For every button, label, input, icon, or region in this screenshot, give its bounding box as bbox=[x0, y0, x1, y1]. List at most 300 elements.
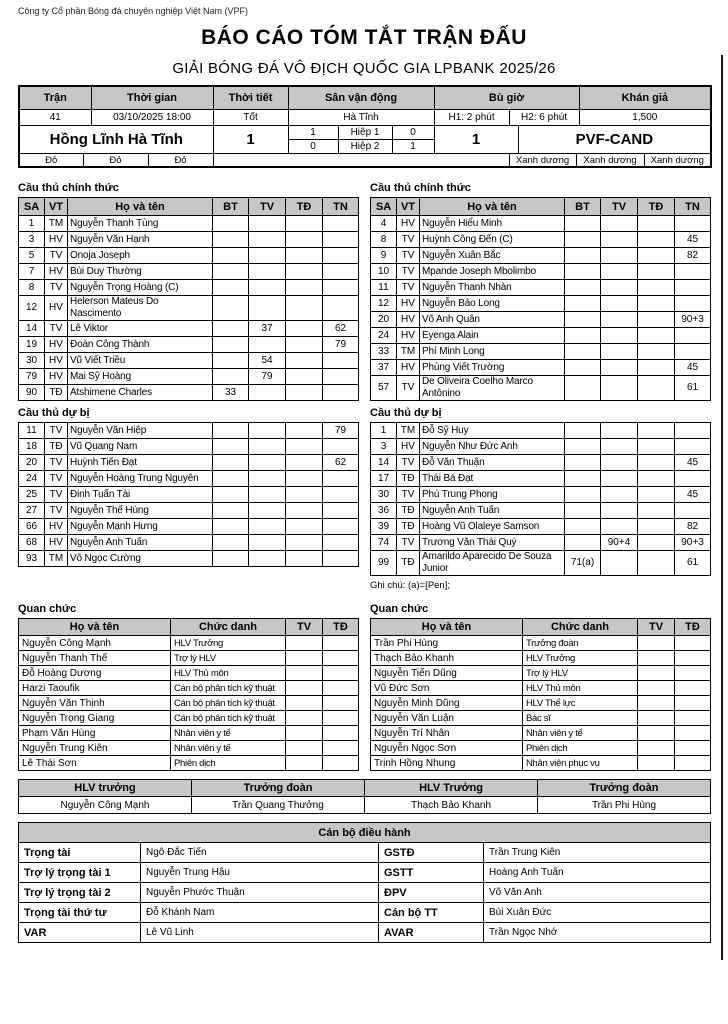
cell: HV bbox=[45, 264, 68, 280]
scan-edge-line bbox=[721, 55, 723, 960]
cell bbox=[565, 296, 601, 312]
cell bbox=[213, 248, 249, 264]
cell: Đỗ Sỹ Huy bbox=[420, 423, 565, 439]
cell: 25 bbox=[19, 487, 45, 503]
cell bbox=[323, 487, 359, 503]
cell bbox=[638, 232, 675, 248]
cell: Trần Phi Hùng bbox=[371, 636, 523, 651]
cell: TV bbox=[397, 376, 420, 401]
table-row bbox=[371, 666, 711, 681]
table-row bbox=[371, 280, 711, 296]
table-row bbox=[19, 296, 359, 321]
cell bbox=[249, 216, 286, 232]
cell: 68 bbox=[19, 535, 45, 551]
cell: 24 bbox=[19, 471, 45, 487]
cell: Nguyễn Văn Hạnh bbox=[68, 232, 213, 248]
cell: 45 bbox=[675, 232, 711, 248]
table-row bbox=[19, 863, 711, 883]
cell: Lê Vũ Linh bbox=[141, 923, 379, 943]
away-kit-color-1: Xanh dương bbox=[509, 154, 576, 168]
cell bbox=[286, 385, 323, 401]
cell bbox=[249, 280, 286, 296]
column-header: Họ và tên bbox=[420, 198, 565, 216]
cell: Vũ Đức Sơn bbox=[371, 681, 523, 696]
away-starters-table bbox=[370, 197, 711, 401]
cell bbox=[286, 296, 323, 321]
cell: Võ Văn Anh bbox=[484, 883, 711, 903]
cell: 10 bbox=[371, 264, 397, 280]
cell: 30 bbox=[371, 487, 397, 503]
cell bbox=[286, 264, 323, 280]
cell bbox=[601, 519, 638, 535]
cell bbox=[565, 248, 601, 264]
away-officials-label: Quan chức bbox=[370, 603, 429, 615]
cell: Huỳnh Tiến Đạt bbox=[68, 455, 213, 471]
header-time: Thời gian bbox=[91, 86, 213, 110]
table-row bbox=[19, 264, 359, 280]
cell: Cán bộ TT bbox=[379, 903, 484, 923]
cell: GSTT bbox=[379, 863, 484, 883]
cell: 18 bbox=[19, 439, 45, 455]
cell bbox=[323, 264, 359, 280]
cell: 14 bbox=[19, 321, 45, 337]
table-row bbox=[19, 551, 359, 567]
table-row bbox=[19, 248, 359, 264]
cell: De Oliveira Coelho Marco Antônino bbox=[420, 376, 565, 401]
cell bbox=[323, 519, 359, 535]
cell: HLV Thủ môn bbox=[523, 681, 638, 696]
away-team-leader-name: Trần Phi Hùng bbox=[538, 797, 711, 814]
cell: Bùi Duy Thường bbox=[68, 264, 213, 280]
cell: Trương Văn Thái Quý bbox=[420, 535, 565, 551]
cell: 27 bbox=[19, 503, 45, 519]
cell bbox=[249, 248, 286, 264]
cell: 12 bbox=[19, 296, 45, 321]
cell: TV bbox=[45, 503, 68, 519]
home-kit-color-2: Đỏ bbox=[83, 154, 148, 168]
cell: Đinh Tuấn Tài bbox=[68, 487, 213, 503]
cell: Harzi Taoufik bbox=[19, 681, 171, 696]
cell: TĐ bbox=[397, 551, 420, 576]
cell: TĐ bbox=[397, 503, 420, 519]
cell bbox=[323, 636, 359, 651]
weather-value: Tốt bbox=[213, 110, 288, 126]
cell bbox=[323, 711, 359, 726]
column-header: TĐ bbox=[323, 619, 359, 636]
cell bbox=[286, 503, 323, 519]
cell: 45 bbox=[675, 360, 711, 376]
cell: Nguyễn Thanh Thế bbox=[19, 651, 171, 666]
cell bbox=[675, 216, 711, 232]
cell: 79 bbox=[323, 337, 359, 353]
cell: VAR bbox=[19, 923, 141, 943]
cell: Nguyễn Anh Tuấn bbox=[68, 535, 213, 551]
cell bbox=[323, 696, 359, 711]
cell: Đỗ Khánh Nam bbox=[141, 903, 379, 923]
column-header: TĐ bbox=[638, 198, 675, 216]
cell bbox=[323, 439, 359, 455]
cell: Đỗ Văn Thuận bbox=[420, 455, 565, 471]
cell: 90+3 bbox=[675, 312, 711, 328]
cell bbox=[286, 741, 323, 756]
table-row bbox=[371, 636, 711, 651]
cell: Hoàng Vũ Olaleye Samson bbox=[420, 519, 565, 535]
cell bbox=[601, 328, 638, 344]
cell bbox=[675, 711, 711, 726]
cell bbox=[638, 264, 675, 280]
cell: Nguyễn Hiểu Minh bbox=[420, 216, 565, 232]
away-head-coach-header: HLV Trưởng bbox=[365, 780, 538, 797]
cell bbox=[638, 487, 675, 503]
cell bbox=[638, 455, 675, 471]
column-header: TV bbox=[638, 619, 675, 636]
cell bbox=[213, 551, 249, 567]
away-officials-column bbox=[370, 597, 710, 771]
home-team-leader-name: Trần Quang Thưởng bbox=[192, 797, 365, 814]
cell bbox=[601, 296, 638, 312]
match-officials-title: Cán bộ điều hành bbox=[19, 823, 711, 843]
cell bbox=[601, 264, 638, 280]
table-row bbox=[19, 843, 711, 863]
cell: Lê Thái Sơn bbox=[19, 756, 171, 771]
cell: TV bbox=[397, 280, 420, 296]
home-score: 1 bbox=[213, 126, 288, 154]
table-row bbox=[19, 636, 359, 651]
cell bbox=[638, 471, 675, 487]
cell: TV bbox=[397, 455, 420, 471]
cell: Lê Viktor bbox=[68, 321, 213, 337]
cell: 1 bbox=[371, 423, 397, 439]
half2-away-goals: 1 bbox=[392, 140, 434, 154]
cell: Nguyễn Anh Tuấn bbox=[420, 503, 565, 519]
cell bbox=[565, 455, 601, 471]
cell bbox=[286, 711, 323, 726]
column-header: BT bbox=[213, 198, 249, 216]
cell: HLV Trưởng bbox=[171, 636, 286, 651]
cell bbox=[213, 439, 249, 455]
cell bbox=[249, 232, 286, 248]
table-row bbox=[19, 651, 359, 666]
table-row bbox=[371, 344, 711, 360]
table-row bbox=[371, 503, 711, 519]
cell: Vũ Quang Nam bbox=[68, 439, 213, 455]
half2-home-goals: 0 bbox=[288, 140, 338, 154]
cell bbox=[286, 487, 323, 503]
cell: 1 bbox=[19, 216, 45, 232]
page-subtitle: GIẢI BÓNG ĐÁ VÔ ĐỊCH QUỐC GIA LPBANK 2025/26 bbox=[172, 60, 556, 77]
cell: TV bbox=[397, 248, 420, 264]
cell bbox=[286, 726, 323, 741]
cell bbox=[286, 636, 323, 651]
cell: Mai Sỹ Hoàng bbox=[68, 369, 213, 385]
table-row bbox=[19, 696, 359, 711]
away-subs-label: Cầu thủ dự bị bbox=[370, 407, 442, 419]
cell: 61 bbox=[675, 551, 711, 576]
home-subs-label: Cầu thủ dự bị bbox=[18, 407, 90, 419]
cell bbox=[638, 280, 675, 296]
cell: 8 bbox=[371, 232, 397, 248]
cell: Võ Anh Quân bbox=[420, 312, 565, 328]
column-header: SA bbox=[371, 198, 397, 216]
table-row bbox=[371, 471, 711, 487]
cell: HV bbox=[397, 439, 420, 455]
cell: HV bbox=[45, 519, 68, 535]
cell bbox=[213, 353, 249, 369]
cell: 36 bbox=[371, 503, 397, 519]
table-row bbox=[19, 666, 359, 681]
cell bbox=[638, 312, 675, 328]
kit-row-spacer bbox=[213, 154, 509, 168]
cell bbox=[638, 216, 675, 232]
cell bbox=[213, 503, 249, 519]
cell: 62 bbox=[323, 455, 359, 471]
cell: 30 bbox=[19, 353, 45, 369]
cell bbox=[675, 471, 711, 487]
home-kit-color-1: Đỏ bbox=[19, 154, 83, 168]
header-row bbox=[19, 198, 359, 216]
cell: 4 bbox=[371, 216, 397, 232]
header-weather: Thời tiết bbox=[213, 86, 288, 110]
cell: Nguyễn Minh Dũng bbox=[371, 696, 523, 711]
table-row bbox=[19, 369, 359, 385]
cell: Trọng tài bbox=[19, 843, 141, 863]
cell: ĐPV bbox=[379, 883, 484, 903]
cell: HV bbox=[397, 216, 420, 232]
cell: 82 bbox=[675, 519, 711, 535]
cell bbox=[675, 296, 711, 312]
cell bbox=[286, 280, 323, 296]
stadium-value: Hà Tĩnh bbox=[288, 110, 434, 126]
home-officials-column bbox=[18, 597, 358, 771]
cell bbox=[601, 344, 638, 360]
cell: 9 bbox=[371, 248, 397, 264]
cell bbox=[675, 423, 711, 439]
home-subs-table bbox=[18, 422, 359, 567]
cell bbox=[601, 503, 638, 519]
header-row bbox=[371, 619, 711, 636]
cell: Nguyễn Văn Thịnh bbox=[19, 696, 171, 711]
cell: Nguyễn Bảo Long bbox=[420, 296, 565, 312]
cell bbox=[675, 503, 711, 519]
cell bbox=[323, 369, 359, 385]
cell bbox=[286, 535, 323, 551]
cell: 19 bbox=[19, 337, 45, 353]
head-coach-table bbox=[18, 779, 711, 814]
stoppage-h1: H1: 2 phút bbox=[434, 110, 509, 126]
cell bbox=[675, 636, 711, 651]
table-row bbox=[19, 353, 359, 369]
cell: 20 bbox=[371, 312, 397, 328]
half2-label: Hiệp 2 bbox=[338, 140, 392, 154]
cell bbox=[565, 232, 601, 248]
cell: Vũ Viết Triều bbox=[68, 353, 213, 369]
cell: 33 bbox=[371, 344, 397, 360]
cell bbox=[249, 471, 286, 487]
cell: Nguyễn Thế Hùng bbox=[68, 503, 213, 519]
half1-label: Hiệp 1 bbox=[338, 126, 392, 140]
home-officials-table bbox=[18, 618, 359, 771]
cell bbox=[213, 455, 249, 471]
table-row bbox=[371, 487, 711, 503]
cell: HV bbox=[45, 296, 68, 321]
cell: TM bbox=[397, 344, 420, 360]
cell bbox=[213, 337, 249, 353]
cell: Atshimene Charles bbox=[68, 385, 213, 401]
away-kit-color-2: Xanh dương bbox=[576, 154, 644, 168]
cell: TV bbox=[45, 423, 68, 439]
table-row bbox=[371, 296, 711, 312]
table-row bbox=[371, 756, 711, 771]
cell bbox=[601, 280, 638, 296]
cell bbox=[565, 360, 601, 376]
cell: Nguyễn Phước Thuận bbox=[141, 883, 379, 903]
cell: Nhân viên y tế bbox=[523, 726, 638, 741]
cell bbox=[601, 423, 638, 439]
cell: Helerson Mateus Do Nascimento bbox=[68, 296, 213, 321]
column-header: TN bbox=[323, 198, 359, 216]
cell: Trợ lý trọng tài 1 bbox=[19, 863, 141, 883]
cell bbox=[601, 455, 638, 471]
cell bbox=[213, 232, 249, 248]
cell: Bùi Xuân Đức bbox=[484, 903, 711, 923]
cell: Nguyễn Như Đức Anh bbox=[420, 439, 565, 455]
cell: 90+3 bbox=[675, 535, 711, 551]
organization-name: Công ty Cổ phần Bóng đá chuyên nghiệp Việt Nam (VPF) bbox=[18, 6, 248, 16]
cell bbox=[565, 439, 601, 455]
cell bbox=[565, 423, 601, 439]
header-row bbox=[371, 198, 711, 216]
cell: Nguyễn Trung Kiên bbox=[19, 741, 171, 756]
cell bbox=[286, 248, 323, 264]
home-officials-label: Quan chức bbox=[18, 603, 77, 615]
cell bbox=[675, 726, 711, 741]
cell: 45 bbox=[675, 455, 711, 471]
cell bbox=[638, 636, 675, 651]
cell: Nguyễn Văn Luận bbox=[371, 711, 523, 726]
cell: Amarildo Aparecido De Souza Junior bbox=[420, 551, 565, 576]
cell bbox=[638, 439, 675, 455]
cell bbox=[601, 216, 638, 232]
home-kit-color-3: Đỏ bbox=[148, 154, 213, 168]
cell: TV bbox=[397, 232, 420, 248]
cell: Onoja Joseph bbox=[68, 248, 213, 264]
cell: HV bbox=[45, 535, 68, 551]
cell bbox=[286, 423, 323, 439]
cell bbox=[213, 487, 249, 503]
table-row bbox=[371, 248, 711, 264]
cell: Nguyễn Ngọc Sơn bbox=[371, 741, 523, 756]
away-head-coach-name: Thạch Bảo Khanh bbox=[365, 797, 538, 814]
cell: 79 bbox=[19, 369, 45, 385]
column-header: VT bbox=[397, 198, 420, 216]
cell bbox=[286, 756, 323, 771]
cell: Trịnh Hồng Nhung bbox=[371, 756, 523, 771]
table-row bbox=[19, 455, 359, 471]
cell: TM bbox=[45, 551, 68, 567]
cell bbox=[675, 264, 711, 280]
cell: TV bbox=[45, 471, 68, 487]
cell bbox=[638, 535, 675, 551]
cell bbox=[565, 471, 601, 487]
cell: Nhân viên phục vụ bbox=[523, 756, 638, 771]
column-header: TN bbox=[675, 198, 711, 216]
cell bbox=[323, 741, 359, 756]
cell bbox=[213, 519, 249, 535]
cell: HV bbox=[397, 328, 420, 344]
cell: Nguyễn Văn Hiệp bbox=[68, 423, 213, 439]
cell: Nguyễn Thanh Tùng bbox=[68, 216, 213, 232]
cell bbox=[323, 651, 359, 666]
cell bbox=[638, 296, 675, 312]
cell bbox=[323, 280, 359, 296]
cell: TV bbox=[45, 248, 68, 264]
table-row bbox=[19, 385, 359, 401]
match-officials-table bbox=[18, 822, 711, 943]
cell: Eyenga Alain bbox=[420, 328, 565, 344]
cell bbox=[213, 216, 249, 232]
cell bbox=[675, 741, 711, 756]
cell: 82 bbox=[675, 248, 711, 264]
cell bbox=[675, 439, 711, 455]
header-stoppage: Bù giờ bbox=[434, 86, 579, 110]
cell: HV bbox=[45, 369, 68, 385]
cell bbox=[323, 681, 359, 696]
table-row bbox=[371, 519, 711, 535]
cell bbox=[286, 353, 323, 369]
cell: HLV Trưởng bbox=[523, 651, 638, 666]
cell bbox=[213, 321, 249, 337]
cell: TĐ bbox=[45, 439, 68, 455]
cell bbox=[213, 471, 249, 487]
attendance-value: 1,500 bbox=[579, 110, 711, 126]
cell: Nguyễn Xuân Bắc bbox=[420, 248, 565, 264]
cell bbox=[601, 360, 638, 376]
cell: Nguyễn Trọng Giang bbox=[19, 711, 171, 726]
cell bbox=[638, 756, 675, 771]
column-header: Họ và tên bbox=[19, 619, 171, 636]
cell: Võ Ngọc Cường bbox=[68, 551, 213, 567]
away-officials-table bbox=[370, 618, 711, 771]
table-row bbox=[19, 280, 359, 296]
cell: TV bbox=[45, 487, 68, 503]
cell bbox=[286, 519, 323, 535]
table-row bbox=[371, 216, 711, 232]
table-row bbox=[19, 423, 359, 439]
cell: 3 bbox=[371, 439, 397, 455]
cell: TĐ bbox=[45, 385, 68, 401]
cell bbox=[286, 216, 323, 232]
cell: 12 bbox=[371, 296, 397, 312]
cell: 37 bbox=[371, 360, 397, 376]
cell bbox=[286, 471, 323, 487]
table-row bbox=[19, 535, 359, 551]
cell bbox=[249, 487, 286, 503]
cell bbox=[249, 385, 286, 401]
cell: 79 bbox=[323, 423, 359, 439]
cell: Ngô Đắc Tiến bbox=[141, 843, 379, 863]
cell: 71(a) bbox=[565, 551, 601, 576]
cell bbox=[601, 551, 638, 576]
header-match: Trận bbox=[19, 86, 91, 110]
cell: Đỗ Hoàng Dương bbox=[19, 666, 171, 681]
cell bbox=[249, 296, 286, 321]
cell bbox=[286, 232, 323, 248]
cell bbox=[323, 756, 359, 771]
cell bbox=[249, 264, 286, 280]
table-row bbox=[371, 360, 711, 376]
cell: HV bbox=[45, 232, 68, 248]
away-kit-color-3: Xanh dương bbox=[644, 154, 711, 168]
